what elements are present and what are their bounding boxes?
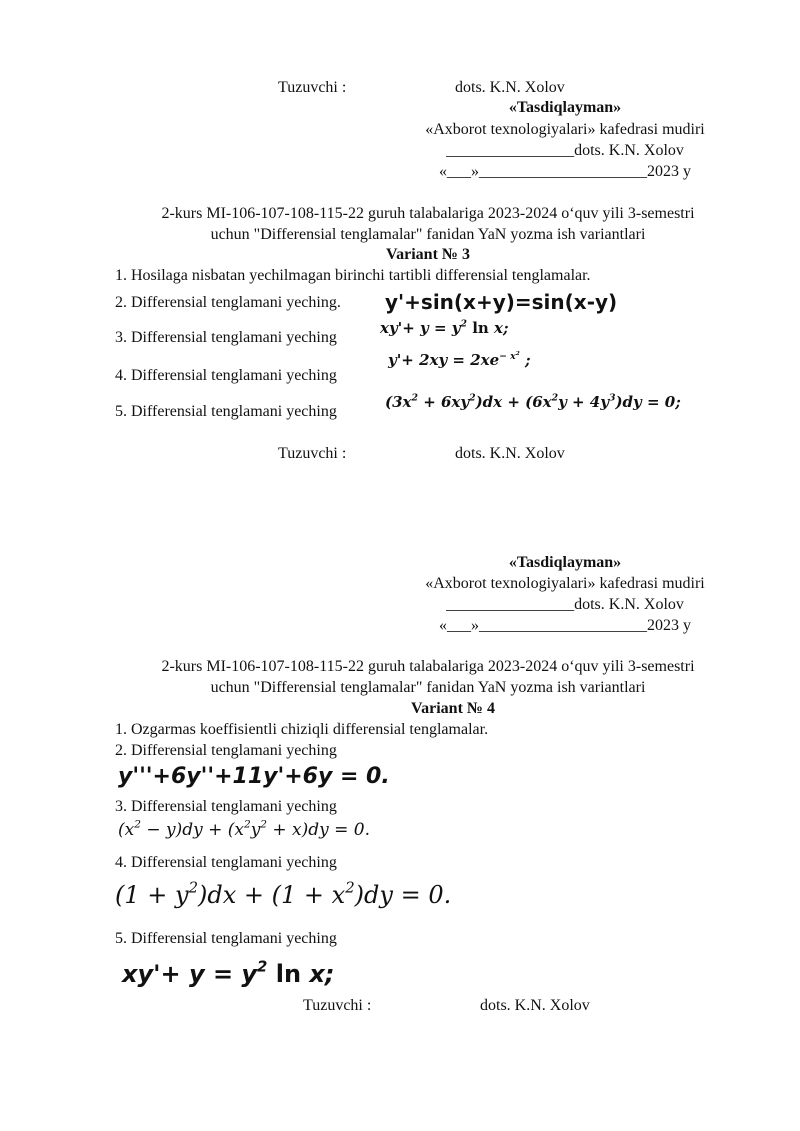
approval-title: «Tasdiqlayman» [508,99,622,116]
footer-author-label: Tuzuvchi : [278,445,347,462]
equation-image: $(3x^2 + 6xy^2)dx + (6x^2y + 4y^3)dy = 0$; [385,392,681,411]
document-heading-line2: uchun "Differensial tenglamalar" fanidan YaN yozma ish variantlari [210,226,646,243]
question-4: 4. Differensial tenglamani yeching [115,854,337,871]
equation-image: $y'+ 2xy = 2xe^{- x^2}$ ; [388,350,531,369]
question-3: 3. Differensial tenglamani yeching [115,329,337,346]
question-2: 2. Differensial tenglamani yeching [115,742,337,759]
question-1: 1. Hosilaga nisbatan yechilmagan birinchi tartibli differensial tenglamalar. [115,267,591,284]
approval-signature: ________________dots. K.N. Xolov [446,596,684,613]
question-5: 5. Differensial tenglamani yeching [115,403,337,420]
equation-image: $xy'+ y = y^2$ ln x; [122,957,335,988]
question-4: 4. Differensial tenglamani yeching [115,367,337,384]
approval-date: «___»_____________________2023 y [439,617,691,634]
document-heading-line2: uchun "Differensial tenglamalar" fanidan YaN yozma ish variantlari [210,679,646,696]
document-heading-line1: 2-kurs MI-106-107-108-115-22 guruh talabalariga 2023-2024 o‘quv yili 3-semestri [161,205,695,222]
document-heading-line1: 2-kurs MI-106-107-108-115-22 guruh talabalariga 2023-2024 o‘quv yili 3-semestri [161,658,695,675]
footer-author-label: Tuzuvchi : [303,997,372,1014]
approval-department: «Axborot texnologiyalari» kafedrasi mudiri [425,575,705,592]
approval-signature: ________________dots. K.N. Xolov [446,142,684,159]
variant-title: Variant № 4 [411,700,495,717]
equation-image: y'''+6y''+11y'+6y = 0. [118,764,390,789]
variant-title: Variant № 3 [386,246,470,263]
footer-author-name: dots. K.N. Xolov [480,997,590,1014]
question-3: 3. Differensial tenglamani yeching [115,798,337,815]
question-1: 1. Ozgarmas koeffisientli chiziqli differensial tenglamalar. [115,721,489,738]
equation-image: $(x^2 - y)dy + (x^2y^2 + x)dy = 0$. [118,818,371,840]
question-5: 5. Differensial tenglamani yeching [115,930,337,947]
footer-author-name: dots. K.N. Xolov [455,445,565,462]
approval-department: «Axborot texnologiyalari» kafedrasi mudiri [425,121,705,138]
equation-image: $(1 + y^2)dx + (1 + x^2)dy = 0$. [115,878,452,909]
equation-image: y'+sin(x+y)=sin(x-y) [385,290,618,314]
equation-image: $xy'+ y = y^2$ ln x; [380,318,509,337]
approval-title: «Tasdiqlayman» [508,554,622,571]
author-label: Tuzuvchi : [278,79,347,96]
approval-date: «___»_____________________2023 y [439,163,691,180]
question-2: 2. Differensial tenglamani yeching. [115,294,341,311]
author-name: dots. K.N. Xolov [455,79,565,96]
